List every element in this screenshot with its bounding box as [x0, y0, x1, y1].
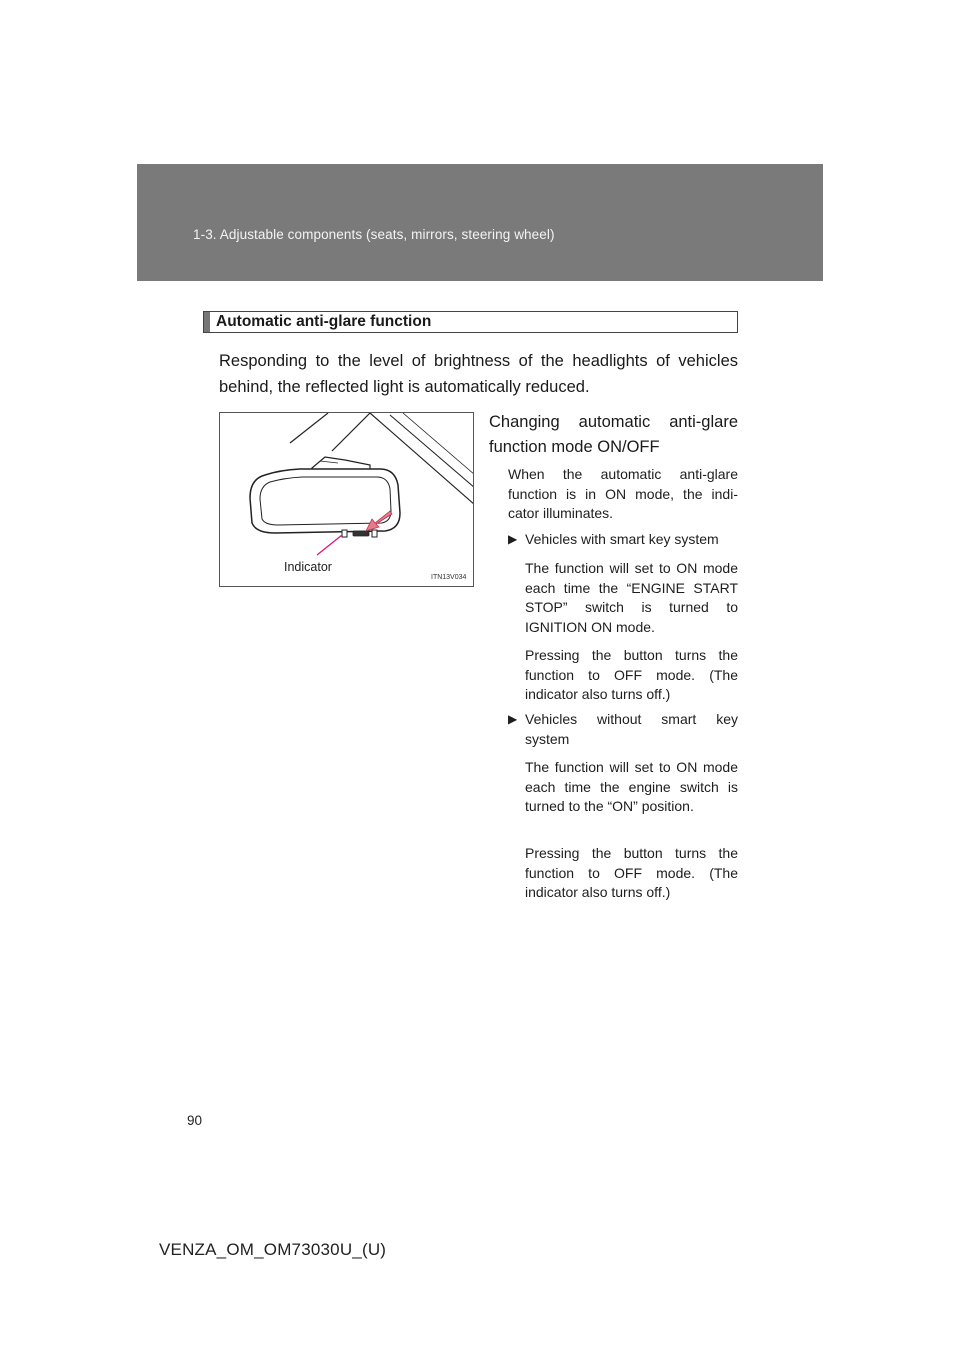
document-code-footer: VENZA_OM_OM73030U_(U) — [159, 1240, 387, 1259]
list-item-title: Vehicles with smart key system — [525, 531, 719, 547]
section-title-bar — [204, 312, 210, 332]
list-item-title: Vehicles without smart key system — [525, 711, 738, 747]
rear-view-mirror-drawing — [220, 413, 474, 587]
figure-code: ITN13V034 — [431, 574, 467, 581]
breadcrumb: 1-3. Adjustable components (seats, mirrors, steering wheel) — [193, 227, 555, 242]
mode-description: When the automatic anti-glare function is in ON mode, the indi-cator illuminates. — [508, 466, 738, 521]
triangle-bullet-icon: ▶ — [508, 712, 518, 726]
mirror-illustration — [219, 412, 474, 587]
page-number: 90 — [187, 1113, 203, 1128]
header-band — [137, 164, 823, 281]
no-smart-key-paragraph-1: The function will set to ON mode each time the engine switch is turned to the “ON” position. — [525, 759, 738, 814]
triangle-bullet-icon: ▶ — [508, 532, 518, 546]
section-title: Automatic anti-glare function — [216, 313, 432, 330]
list-item-no-smart-key — [508, 710, 738, 750]
smart-key-paragraph-1: The function will set to ON mode each time the “ENGINE START STOP” switch is turned to IGNITION ON mode. — [525, 560, 738, 635]
no-smart-key-paragraph-2: Pressing the button turns the function to OFF mode. (The indicator also turns off.) — [525, 845, 738, 900]
list-item-smart-key — [508, 530, 738, 550]
figure-indicator-label: Indicator — [284, 560, 332, 574]
smart-key-paragraph-2: Pressing the button turns the function to OFF mode. (The indicator also turns off.) — [525, 647, 738, 702]
mode-subheading: Changing automatic anti-glare function mode ON/OFF — [489, 413, 738, 456]
intro-paragraph: Responding to the level of brightness of the headlights of vehicles behind, the reflected light is automatically reduced. — [219, 352, 738, 396]
section-title-box — [203, 311, 738, 333]
